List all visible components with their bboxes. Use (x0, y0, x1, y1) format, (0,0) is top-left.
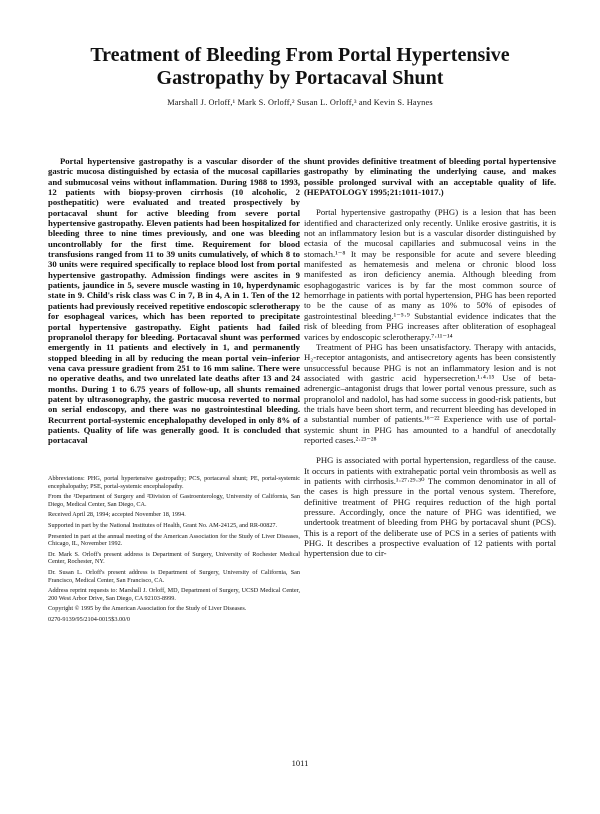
page-number: 1011 (291, 758, 309, 768)
footnote-support: Supported in part by the National Institutes of Health, Grant No. AM-24125, and RR-00827. (48, 521, 278, 529)
footnote-received: Received April 28, 1994; accepted November 18, 1994. (48, 511, 186, 519)
author-list: Marshall J. Orloff,¹ Mark S. Orloff,² Susan L. Orloff,³ and Kevin S. Haynes (167, 98, 433, 107)
right-column (304, 156, 556, 559)
body-paragraph: Portal hypertensive gastropathy (PHG) is a lesion that has been identified and characterized only recently. Unlike erosive gastritis, it is not an inflammatory lesion but is a vascular disorder distinguished by ectasia of the mucosal capillaries and submucosal veins in the stomach.¹⁻⁸ It may be responsible for acute and severe bleeding manifested as hematemesis and melena or chronic blood loss manifested as iron deficiency anemia. Although bleeding from esophagogastric varices is by far the most common source of hemorrhage in patients with portal hypertension, PHG has been reported to be the cause of as many as 10% to 50% of episodes of gastrointestinal bleeding.¹⁻⁵·⁹ Substantial evidence indicates that the risk of bleeding from PHG increases after obliteration of esophageal varices by endoscopic sclerotherapy.⁷·¹¹⁻¹⁴ (304, 207, 556, 342)
abstract-part-1: Portal hypertensive gastropathy is a vascular disorder of the gastric mucosa distinguished by ectasia of the mucosal capillaries and submucosal veins without inflammation. During 1988 to 1993, 12 patients with biopsy-proven cirrhosis (10 alcoholic, 2 posthepatitic) were evaluated and treated prospectively by portacaval shunt for active bleeding from severe portal hypertensive gastropathy. Eleven patients had been hospitalized for bleeding three to nine times previously, and one was bleeding uncontrollably for the first time. Requirement for blood transfusions ranged from 11 to 39 units cumulatively, of which 8 to 30 units were required specifically to replace blood lost from portal hypertensive gastropathy. Admission findings were ascites in 9 patients, jaundice in 5, severe muscle wasting in 10, hyperdynamic state in 9. Child's risk class was C in 7, B in 4, A in 1. Ten of the 12 patients had previously received repetitive endoscopic sclerotherapy for esophageal varices, which has been reported to precipitate portal hypertensive gastropathy. Eight patients had failed propranolol therapy for bleeding. Portacaval shunt was performed emergently in 11 patients and electively in 1, and permanently stopped bleeding in all by reducing the mean portal vein–inferior vena cava pressure gradient from 251 to 16 mm saline. There were no operative deaths, and two unrelated late deaths after 13 and 24 months. During 1 to 6.75 years of follow-up, all shunts remained patent by ultrasonography, the gastric mucosa reverted to normal on serial endoscopy, and there was no gastrointestinal bleeding. Recurrent portal-systemic encephalopathy developed in only 8% of patients. Quality of life was generally good. It is concluded that portacaval (48, 156, 300, 446)
footnote-affiliation: From the ¹Department of Surgery and ²Division of Gastroenterology, University of California, San Diego, Medical Center, San Diego, CA. (48, 493, 300, 508)
footnote-copyright: Copyright © 1995 by the American Association for the Study of Liver Diseases. (48, 605, 247, 613)
footnote-doi: 0270-9139/95/2104-0015$3.00/0 (48, 615, 130, 623)
body-paragraph: Treatment of PHG has been unsatisfactory. Therapy with antacids, H₂-receptor antagonists, and antisecretory agents has been consistently unsuccessful because PHG is not an inflammatory lesion and is not associated with gastric acid hypersecretion.¹·⁴·¹⁵ Use of beta-adrenergic–antagonist drugs that lower portal venous pressure, such as propranolol and nadolol, has had some success in good-risk patients, but the trials have been short term, and recurrent bleeding has developed in a substantial number of patients.¹⁶⁻²² Experience with use of portal-systemic shunt in PHG has amounted to a handful of anecdotally reported cases.²·²³⁻²⁸ (304, 341, 556, 445)
left-column (48, 156, 300, 446)
footnotes (48, 475, 300, 627)
footnote-address-mark: Dr. Mark S. Orloff's present address is Department of Surgery, University of Rochester Medical Center, Rochester, NY. (48, 550, 300, 566)
footnote-address-susan: Dr. Susan L. Orloff's present address is Department of Surgery, University of California, San Francisco, Medical Center, San Francisco, CA. (48, 568, 300, 584)
footnote-abbreviations: Abbreviations: PHG, portal hypertensive gastropathy; PCS, portacaval shunt; PE, portal-systemic encephalopathy; PSE, portal-systemic encephalopathy. (48, 475, 300, 490)
article-title: Treatment of Bleeding From Portal Hypertensive Gastropathy by Portacaval Shunt (90, 44, 510, 89)
body-paragraph: PHG is associated with portal hypertension, regardless of the cause. It occurs in patients with extrahepatic portal vein thrombosis as well as in patients with cirrhosis.¹·²⁷·²⁹·³⁰ The common denominator in all of the cases is high pressure in the portal venous system. Therefore, definitive treatment of PHG requires reduction of the high portal pressure. Accordingly, once the nature of PHG was identified, we undertook treatment of bleeding from PHG by portacaval shunt (PCS). This is a report of the deliberate use of PCS in a series of patients with PHG. It describes a prospective evaluation of 12 patients with portal hypertension due to cir- (304, 455, 556, 559)
footnote-presented: Presented in part at the annual meeting of the American Association for the Study of Liver Diseases, Chicago, IL, November 1992. (48, 532, 300, 548)
footnote-reprints: Address reprint requests to: Marshall J. Orloff, MD, Department of Surgery, UCSD Medical Center, 200 West Arbor Drive, San Diego, CA 92103-8999. (48, 587, 300, 602)
abstract-part-2: shunt provides definitive treatment of bleeding portal hypertensive gastropathy by eliminating the underlying cause, and makes possible prolonged survival with an acceptable quality of life. (HEPATOLOGY 1995;21:1011-1017.) (304, 156, 556, 198)
